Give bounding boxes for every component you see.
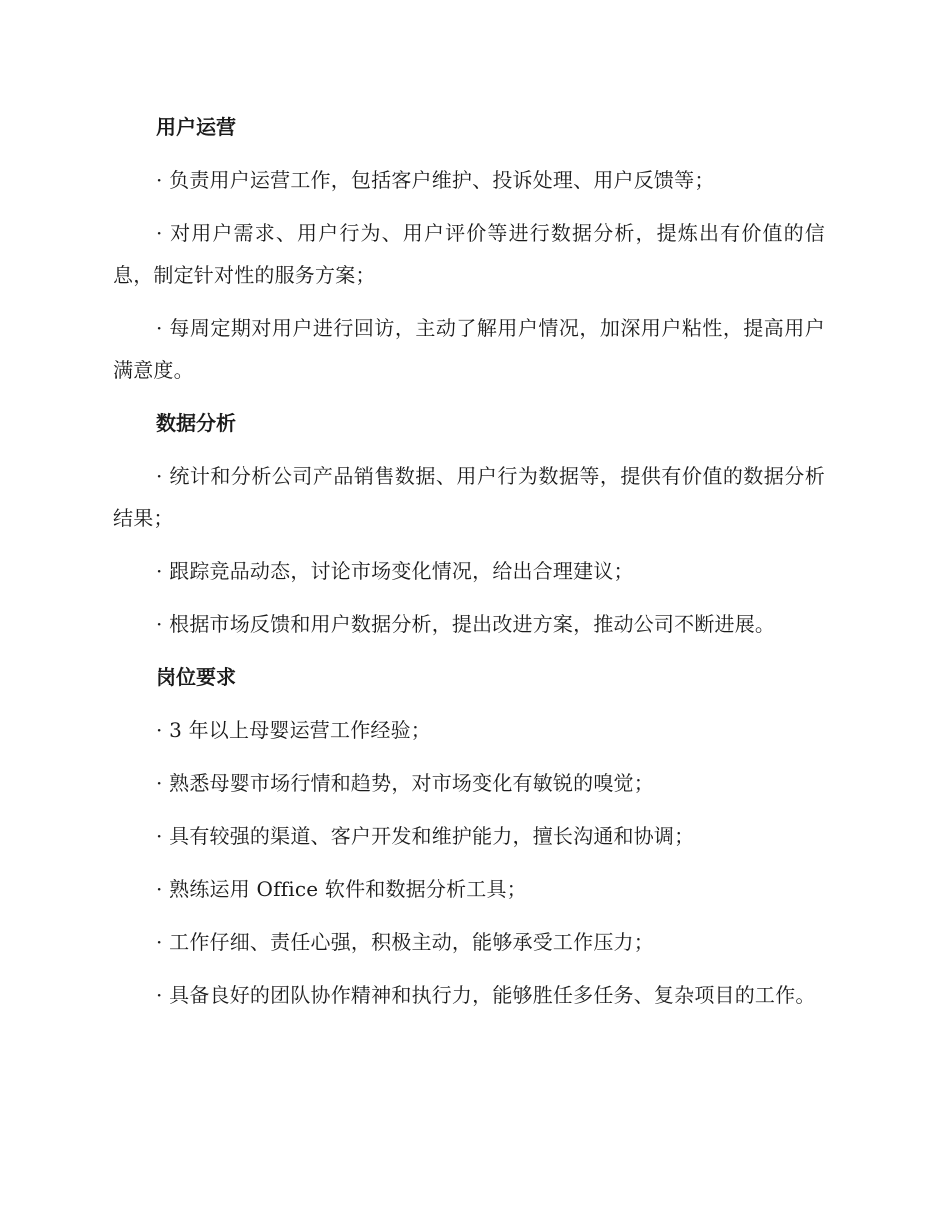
bullet-item: · 3 年以上母婴运营工作经验； (156, 718, 431, 742)
bullet-item: · 根据市场反馈和用户数据分析，提出改进方案，推动公司不断进展。 (156, 612, 776, 636)
bullet-item: · 负责用户运营工作，包括客户维护、投诉处理、用户反馈等； (156, 168, 715, 192)
bullet-item: · 工作仔细、责任心强，积极主动，能够承受工作压力； (156, 930, 654, 954)
bullet-item: · 跟踪竞品动态，讨论市场变化情况，给出合理建议； (156, 559, 634, 583)
bullet-item: · 统计和分析公司产品销售数据、用户行为数据等，提供有价值的数据分析结果； (113, 464, 825, 530)
section-heading-data-analysis: 数据分析 (156, 411, 236, 435)
bullet-item: · 具备良好的团队协作精神和执行力，能够胜任多任务、复杂项目的工作。 (156, 983, 816, 1007)
bullet-item: · 每周定期对用户进行回访，主动了解用户情况，加深用户粘性，提高用户满意度。 (113, 316, 825, 382)
section-heading-job-requirements: 岗位要求 (156, 665, 236, 689)
bullet-item: · 对用户需求、用户行为、用户评价等进行数据分析，提炼出有价值的信息，制定针对性的服务方案； (113, 221, 825, 287)
bullet-item: · 熟练运用 Office 软件和数据分析工具； (156, 877, 527, 901)
bullet-item: · 具有较强的渠道、客户开发和维护能力，擅长沟通和协调； (156, 824, 695, 848)
section-heading-user-operations: 用户运营 (156, 115, 236, 139)
document-page (113, 106, 825, 1016)
bullet-item: · 熟悉母婴市场行情和趋势，对市场变化有敏锐的嗅觉； (156, 771, 654, 795)
